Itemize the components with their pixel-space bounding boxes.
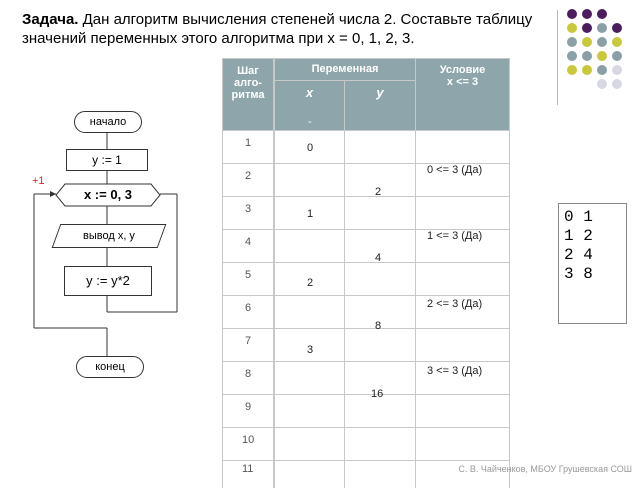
step-cell [223,395,273,427]
step-number: 3 [245,203,252,215]
y-cell [345,263,415,295]
step-cell [223,362,273,394]
y-header-label: y [376,85,384,100]
condition-cell [416,395,509,427]
step-cell [223,197,273,229]
x-header-label: x [305,85,314,100]
x-value: 3 [307,344,314,356]
y-value: 16 [371,388,384,400]
x-value: 1 [307,208,314,220]
x-cell [275,230,344,262]
step-cell [223,263,273,295]
condition-cell [416,329,509,361]
y-cell [345,329,415,361]
step-cell [223,230,273,262]
condition-cell [416,131,509,163]
x-value: 0 [307,142,314,154]
y-value: 8 [375,320,382,332]
condition-cell [416,263,509,295]
x-cell [275,164,344,196]
x-initial-dash: - [308,116,312,128]
task-text: Дан алгоритм вычисления степеней числа 2. Составьте таблицу значений переменных этого алгоритма при x = 0, 1, 2, 3. [22,11,533,47]
y-cell [345,131,415,163]
author-credit: С. В. Чайченков, МБОУ Грушевская СОШ [458,464,632,474]
x-cell [275,395,344,427]
output-block [52,224,167,248]
y-cell [345,197,415,229]
variable-header: Переменная [275,59,415,80]
step-number: 6 [245,302,252,314]
step-header-label: Шаг алго-ритма [231,65,265,101]
loop-label: x := 0, 3 [83,187,133,202]
step-cell [223,131,273,163]
y-cell [345,428,415,460]
start-terminal [74,111,142,133]
step-number: 5 [245,269,252,281]
y-header [345,81,415,130]
step-number: 10 [242,434,255,446]
condition-cell [416,428,509,460]
task-label: Задача. [22,11,79,28]
step-number: 8 [245,368,252,380]
end-terminal [76,356,144,378]
step-number: 7 [245,335,252,347]
y-value: 4 [375,252,382,264]
step-cell [223,329,273,361]
values-table [222,58,510,488]
step-header [223,59,273,130]
x-value: 2 [307,277,314,289]
step-number: 1 [245,137,252,149]
multiply-label: y := y*2 [86,273,130,288]
y-value: 2 [375,186,382,198]
plus-one-label: +1 [32,175,45,187]
condition-sub-label: x <= 3 [446,76,479,88]
end-label: конец [95,361,125,373]
condition-header-label: Условие [439,64,486,76]
output-label: вывод x, y [83,230,135,242]
step-cell [223,461,273,493]
condition-value: 3 <= 3 (Да) [427,365,483,377]
y-cell [345,461,415,493]
output-box: 0 1 1 2 2 4 3 8 [558,203,627,324]
condition-cell [416,197,509,229]
step-cell [223,164,273,196]
x-cell [275,362,344,394]
multiply-block [64,266,152,296]
step-cell [223,428,273,460]
assign-y-label: y := 1 [92,153,122,167]
step-number: 11 [242,463,254,475]
step-number: 4 [245,236,252,248]
condition-value: 0 <= 3 (Да) [427,164,483,176]
x-cell [275,428,344,460]
start-label: начало [89,116,127,128]
assign-y-block [66,149,148,171]
x-cell [275,461,344,493]
condition-value: 1 <= 3 (Да) [427,230,483,242]
condition-value: 2 <= 3 (Да) [427,298,483,310]
x-cell [275,296,344,328]
condition-header [416,59,509,130]
step-number: 9 [245,401,252,413]
step-cell [223,296,273,328]
step-number: 2 [245,170,252,182]
